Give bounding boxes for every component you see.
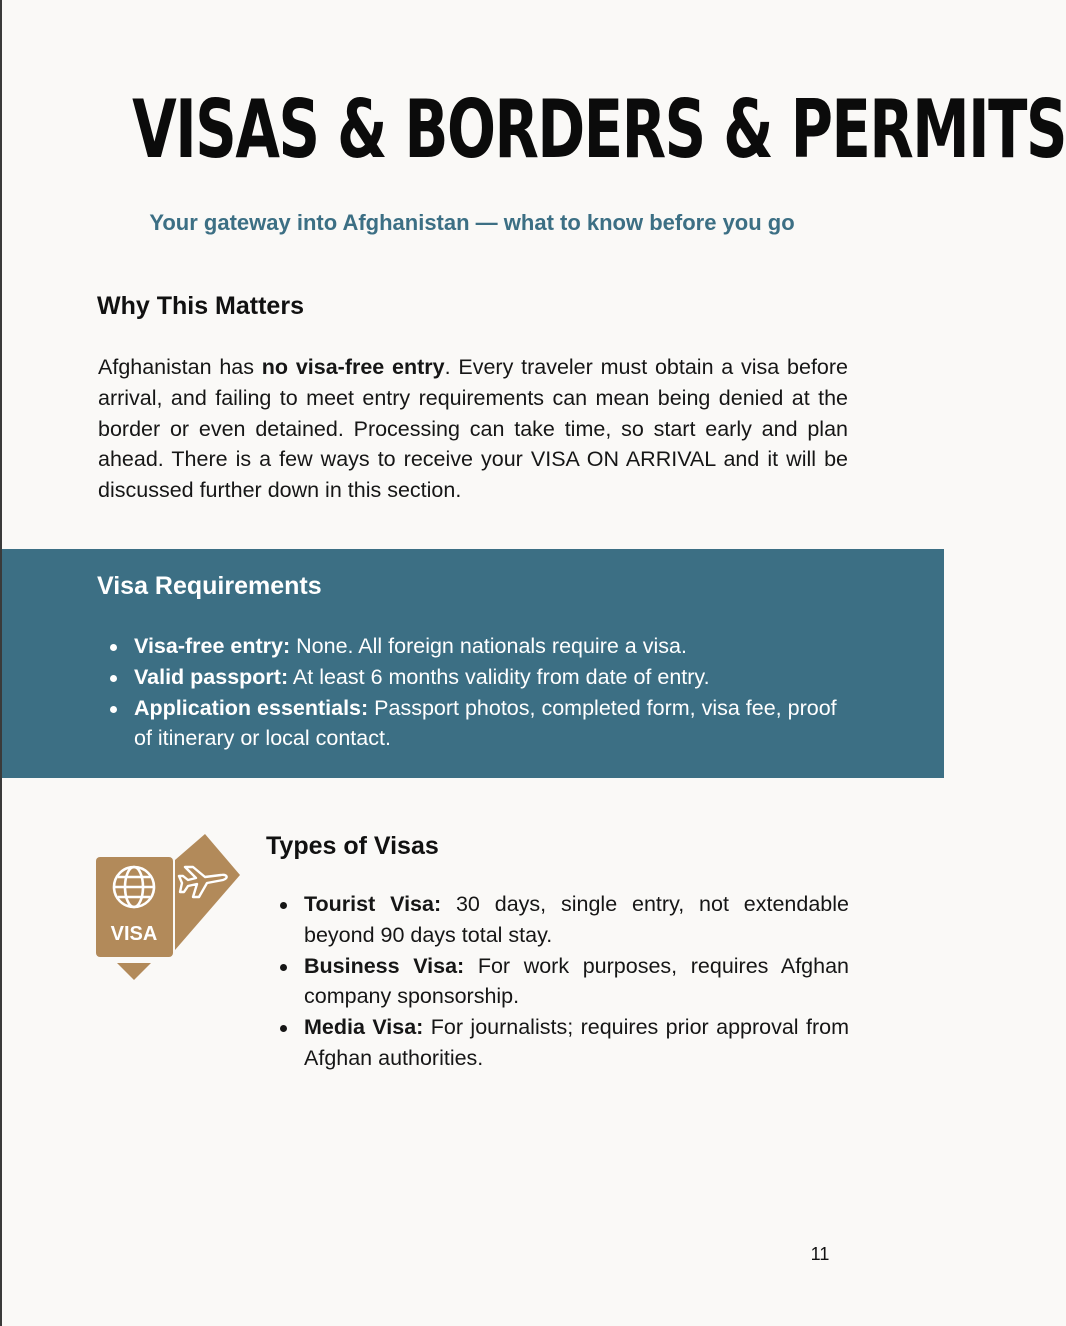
requirements-heading: Visa Requirements [97, 572, 322, 600]
list-item [97, 693, 857, 755]
visa-label: VISA [110, 923, 158, 945]
requirements-band [2, 549, 944, 778]
item-label: Valid passport: [134, 664, 289, 689]
requirements-list [97, 631, 857, 754]
page-number: 11 [810, 1244, 830, 1264]
why-paragraph [98, 352, 848, 506]
why-text-rest: . Every traveler must obtain a visa before arrival, and failing to meet entry requirements can mean being denied at the border or even detained. Processing can take time, so start early and plan ahead. There is a few ways to receive your VISA ON ARRIVAL and it will be discussed further down in this section. [98, 355, 849, 503]
item-label: Visa-free entry: [134, 634, 291, 658]
types-heading: Types of Visas [266, 832, 439, 860]
list-item [267, 1012, 849, 1074]
item-label: Business Visa: [304, 953, 465, 978]
item-text: At least 6 months validity from date of entry. [288, 664, 710, 689]
why-heading: Why This Matters [97, 292, 304, 320]
item-text: For journalists; requires prior approval from Afghan authorities. [304, 1015, 849, 1070]
list-item [97, 662, 857, 693]
item-label: Media Visa: [304, 1015, 424, 1040]
item-label: Tourist Visa: [304, 892, 442, 916]
item-text: None. All foreign nationals require a visa. [290, 634, 687, 658]
page-subtitle: Your gateway into Afghanistan — what to know before you go [149, 210, 795, 235]
list-item [267, 889, 849, 951]
why-text-start: Afghanistan has [98, 355, 262, 379]
list-item [97, 631, 857, 662]
item-label: Application essentials: [134, 695, 369, 720]
item-text: For work purposes, requires Afghan company sponsorship. [304, 953, 849, 1009]
why-bold-text: no visa-free entry [261, 355, 445, 379]
visa-passport-icon [95, 832, 245, 982]
list-item [267, 951, 849, 1013]
visa-types-list [267, 889, 849, 1074]
item-text: Passport photos, completed form, visa fee, proof of itinerary or local contact. [134, 695, 837, 751]
page-title: VISAS & BORDERS & PERMITS [132, 83, 1066, 176]
item-text: 30 days, single entry, not extendable beyond 90 days total stay. [304, 892, 849, 947]
